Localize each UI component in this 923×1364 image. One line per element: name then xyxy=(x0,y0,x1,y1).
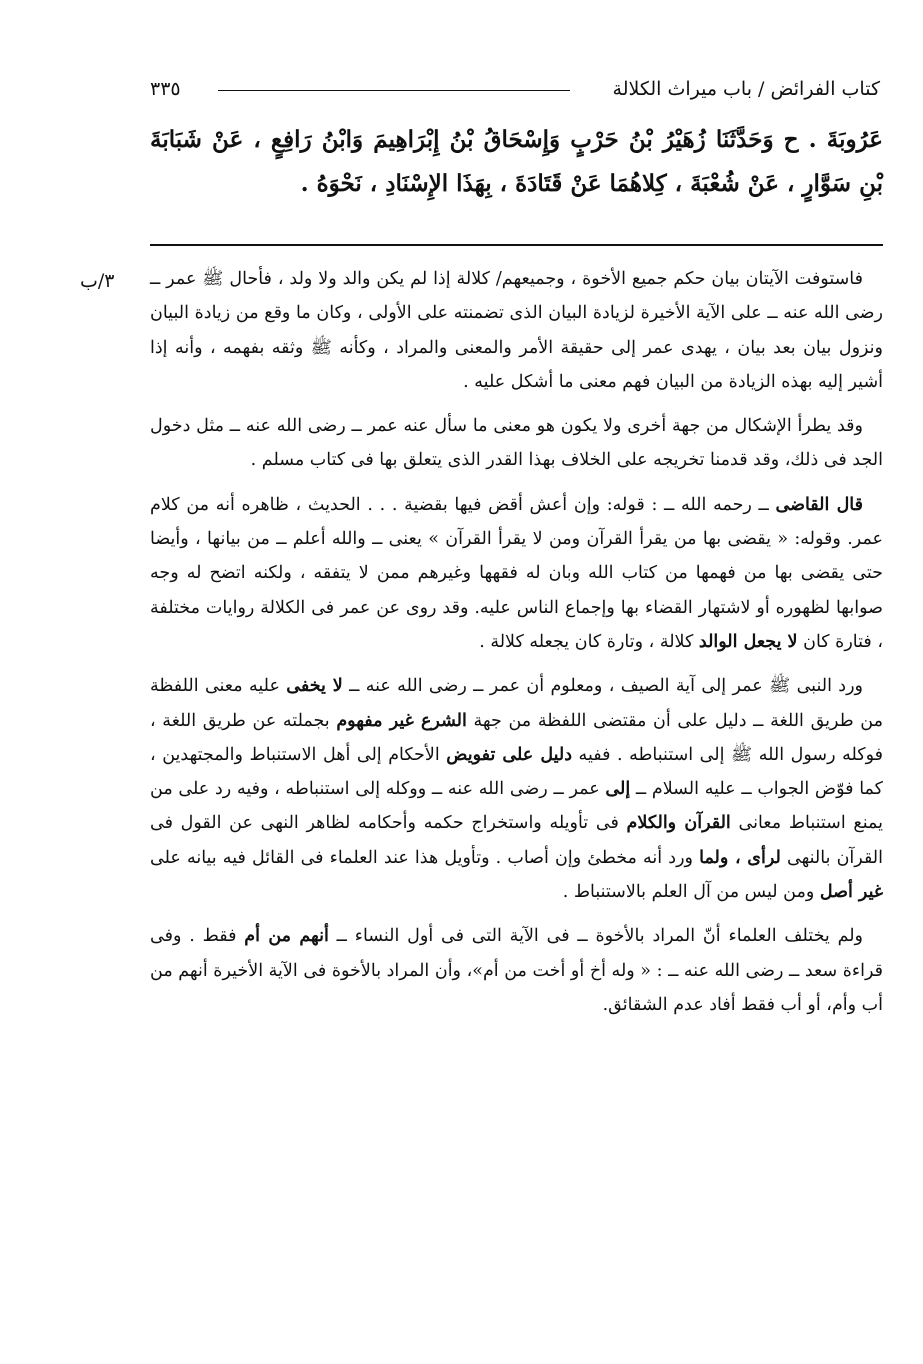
text-run: بجملته عن طريق اللغة ، فوكله رسول الله ﷺ إلى استنباطه . ففيه xyxy=(150,710,883,765)
commentary-paragraph: وقد يطرأ الإشكال من جهة أخرى ولا يكون هو معنى ما سأل عنه عمر ــ رضى الله عنه ــ مثل دخول الجد فى ذلك، وقد قدمنا تخريجه على الخلاف بهذا القدر الذى يتعلق بها فى كتاب مسلم . xyxy=(150,416,883,471)
margin-folio-note: ٣/ب xyxy=(80,270,115,292)
text-run: كلالة ، وتارة كان يجعله كلالة . xyxy=(479,631,699,652)
section-divider xyxy=(150,244,883,246)
hadith-text: عَرُوبَةَ . ح وَحَدَّثَنَا زُهَيْرُ بْنُ حَرْبٍ وَإِسْحَاقُ بْنُ إِبْرَاهِيمَ وَابْنُ رَافِعٍ ، عَنْ شَبَابَةَ بْنِ سَوَّارٍ ، عَنْ شُعْبَةَ ، كِلاهُمَا عَنْ قَتَادَةَ ، بِهَذَا الإِسْنَادِ ، نَحْوَهُ . xyxy=(150,126,883,197)
running-header xyxy=(150,76,880,106)
text-run: فقط . وفى قراءة سعد ــ رضى الله عنه ــ : « وله أخ أو أخت من أم»، وأن المراد بالأخوة فى الآية الأخيرة أنهم من أب وأم، أو أب فقط أفاد عدم الشقائق. xyxy=(150,926,883,1015)
bold-phrase: دليل على تفويض xyxy=(446,744,572,765)
text-run: ومن ليس من آل العلم بالاستنباط . xyxy=(562,882,820,903)
text-run: ورد النبى ﷺ عمر إلى آية الصيف ، ومعلوم أن عمر ــ رضى الله عنه ــ xyxy=(342,676,863,697)
bold-phrase: القرآن والكلام xyxy=(626,813,731,834)
text-run: ورد أنه مخطئ وإن أصاب . وتأويل هذا عند العلماء فى القائل فيه بيانه على xyxy=(150,847,700,868)
commentary-paragraph xyxy=(150,488,883,659)
bold-phrase: إلى xyxy=(605,779,631,800)
text-run: فى تأويله واستخراج حكمه وأحكامه لظاهر النهى عن القول فى القرآن بالنهى xyxy=(150,813,883,868)
bold-phrase: لا يجعل الوالد xyxy=(698,631,798,652)
page-number: ٣٣٥ xyxy=(150,78,181,100)
text-run: ــ رحمه الله ــ : قوله: وإن أعش أقض فيها بقضية . . . الحديث ، ظاهره أنه من كلام عمر. وقوله: « يقضى بها من يقرأ القرآن ومن لا يقرأ القرآن » يعنى ــ والله أعلم ــ من بيانها ، وأيضا حتى يقضى بها من فهمها من كتاب الله وبان له فقهها وغيرهم ممن لا يتفقه ، ولكنه اتضح له وجه صوابها لظهوره أو لاشتهار القضاء بها وإجماع الناس عليه. وقد روى عن عمر فى الكلالة روايات مختلفة ، فتارة كان xyxy=(150,494,883,652)
bold-phrase: لرأى ، ولما xyxy=(699,847,781,868)
commentary-paragraph: فاستوفت الآيتان بيان حكم جميع الأخوة ، وجميعهم/ كلالة إذا لم يكن والد ولا ولد ، فأحال ﷺ عمر ــ رضى الله عنه ــ على الآية الأخيرة لزيادة البيان الذى تضمنته على الأولى ، وكان ما وقع من زيادة البيان ونزول بيان بعد بيان ، يهدى عمر إلى حقيقة الأمر والمعنى والمراد ، وكأنه ﷺ وثقه بفهمه ، وأنه إذا أشير إليه بهذه الزيادة من البيان فهم معنى ما أشكل عليه . xyxy=(150,269,883,392)
text-run: ولم يختلف العلماء أنّ المراد بالأخوة ــ فى الآية التى فى أول النساء ــ xyxy=(328,926,863,947)
commentary-paragraph xyxy=(150,919,883,1022)
bold-phrase: لا يخفى xyxy=(286,676,343,697)
commentary xyxy=(150,262,883,1032)
header-rule xyxy=(218,90,570,91)
qadi-lead: قال القاضى xyxy=(775,494,863,515)
commentary-paragraph xyxy=(150,669,883,909)
bold-phrase: الشرع غير مفهوم xyxy=(336,710,467,731)
bold-phrase: أنهم من أم xyxy=(244,926,329,947)
text-run: الأحكام إلى أهل الاستنباط والمجتهدين ، كما فوّض الجواب ــ عليه السلام ــ xyxy=(150,744,883,800)
text-run: عمر ــ رضى الله عنه ــ ووكله إلى استنباطه ، وفيه رد على من يمنع استنباط معانى xyxy=(150,779,883,834)
text-run: عليه معنى اللفظة من طريق اللغة ــ دليل على أن مقتضى اللفظة من جهة xyxy=(150,676,883,731)
chapter-title: كتاب الفرائض / باب ميراث الكلالة xyxy=(612,78,880,100)
bold-phrase: غير أصل xyxy=(819,882,883,903)
